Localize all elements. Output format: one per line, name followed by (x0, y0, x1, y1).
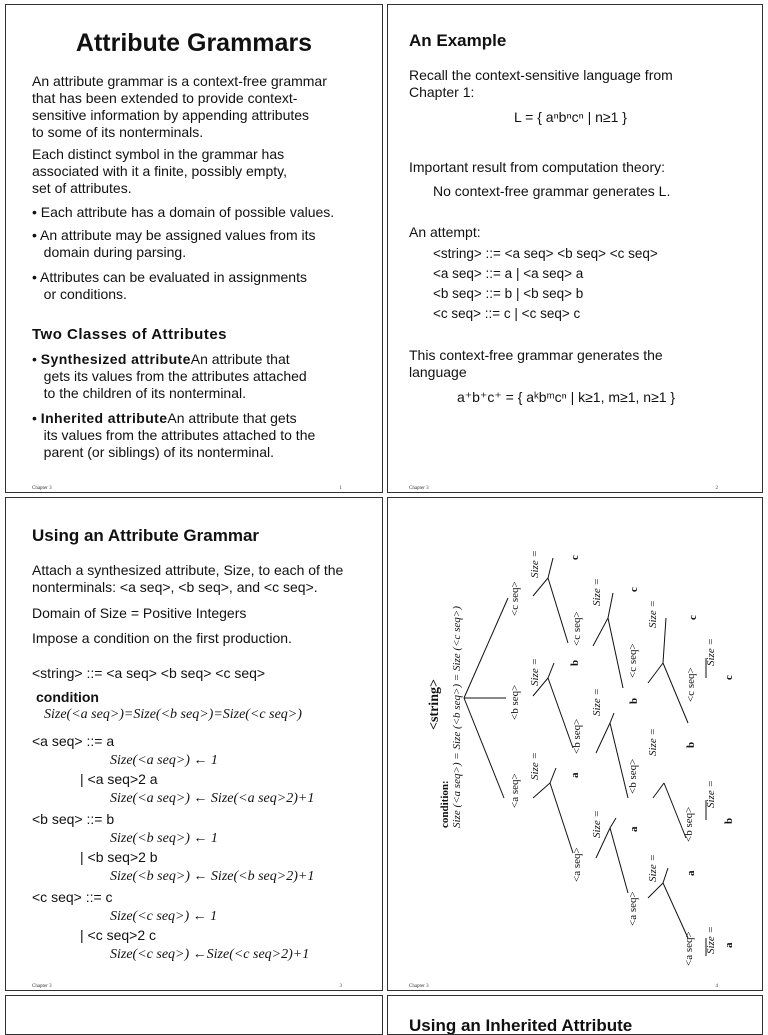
slide-4: <string> condition: Size (<a seq>) = Size (<b seq>) = Size (<c seq>) <c seq> Size = c <c seq> Size = c <c seq> Size = c <c seq> Size = c <b seq> Size = b <b seq> Size = b <b seq> Size = b <b seq> Size = b <a seq> Size = a <a seq> Size = a <a seq> Size = a <a seq> Size = a Chapter 3 4 (387, 497, 763, 991)
condition-label: condition (36, 689, 99, 705)
no-cfg-statement: No context-free grammar generates L. (433, 183, 671, 199)
paragraph-attach: Attach a synthesized attribute, Size, to each of the nonterminals: <a seq>, <b seq>, and <c seq>. (32, 562, 344, 595)
condition-text: Size (<a seq>) = Size (<b seq>) = Size (<c seq>) (451, 606, 463, 828)
slide-title: Using an Attribute Grammar (32, 526, 260, 545)
leaf-a: a (723, 942, 735, 948)
size-label: Size = (591, 688, 603, 716)
language-definition: L = { aⁿbⁿcⁿ | n≥1 } (514, 109, 627, 125)
important-result: Important result from computation theory: (409, 159, 665, 175)
slide-2: An Example Recall the context-sensitive language from Chapter 1: L = { aⁿbⁿcⁿ | n≥1 } Important result from computation theory: No context-free grammar generates L. An attempt: <string> ::= <a seq> <b seq> <c seq> <a seq> ::= a | <a seq> a <b seq> ::= b | <b seq> b <c seq> ::= c | <c seq> c This context-free grammar generates the language a⁺b⁺c⁺ = { aᵏbᵐcⁿ | k≥1, m≥1, n≥1 } Chapter 3 2 (387, 4, 763, 493)
string-rule: <string> ::= <a seq> <b seq> <c seq> (32, 665, 266, 681)
node-c-seq: <c seq> (571, 611, 583, 646)
leaf-c: c (723, 675, 735, 680)
size-label: Size = (529, 550, 541, 578)
node-b-seq: <b seq> (683, 806, 695, 842)
slide-1: Attribute Grammars An attribute grammar is a context-free grammar that has been extended to provide context- sensitive information by appending attributes to some of its nonterminals. Each distinct symbol in the grammar has associated with it a finite, possibly empty, set of attributes. • Each attribute has a domain of possible values. • An attribute may be assigned values from its domain during parsing. • Attributes can be evaluated in assignments or conditions. Two Classes of Attributes • Synthesized attributeAn attribute that gets its values from the attributes attached to the children of its nonterminal. • Inherited attributeAn attribute that gets its values from the attributes attached to the parent (or siblings) of its nonterminal. Chapter 3 1 (5, 4, 383, 493)
node-a-seq: <a seq> (509, 773, 521, 808)
node-c-seq: <c seq> (509, 581, 521, 616)
attempt-label: An attempt: (409, 224, 481, 240)
node-a-seq: <a seq> (683, 931, 695, 966)
bullet-synthesized: • Synthesized attributeAn attribute that gets its values from the attributes attached to the children of its nonterminal. (32, 351, 307, 401)
parse-tree-diagram (388, 498, 763, 991)
node-a-seq: <a seq> (571, 847, 583, 882)
bullet-item: • An attribute may be assigned values from its domain during parsing. (32, 227, 316, 260)
paragraph-intro: An attribute grammar is a context-free grammar that has been extended to provide context- sensitive information by appending attributes to some of its nonterminals. (32, 73, 327, 140)
leaf-b: b (569, 659, 581, 666)
bullet-item: • Attributes can be evaluated in assignments or conditions. (32, 269, 307, 302)
root-label: <string> (427, 679, 442, 730)
condition-label: condition: (439, 780, 451, 828)
node-a-seq: <a seq> (627, 891, 639, 926)
size-label: Size = (529, 658, 541, 686)
size-label: Size = (705, 638, 717, 666)
paragraph-recall: Recall the context-sensitive language from Chapter 1: (409, 67, 673, 100)
node-c-seq: <c seq> (685, 667, 697, 702)
leaf-b: b (628, 697, 640, 704)
c-seq-rule: <c seq> ::= c Size(<c seq>) ← 1 | <c seq>2 c Size(<c seq>) ←Size(<c seq>2)+1 (32, 889, 310, 962)
leaf-a: a (569, 772, 581, 778)
size-label: Size = (647, 854, 659, 882)
size-label: Size = (647, 728, 659, 756)
size-label: Size = (647, 600, 659, 628)
slide-title: An Example (409, 31, 507, 50)
leaf-c: c (687, 615, 699, 620)
slide-5 (5, 995, 383, 1035)
leaf-a: a (628, 826, 640, 832)
paragraph-generates: This context-free grammar generates the language (409, 347, 663, 380)
grammar-rules: <string> ::= <a seq> <b seq> <c seq> <a seq> ::= a | <a seq> a <b seq> ::= b | <b seq> b <c seq> ::= c | <c seq> c (433, 246, 658, 321)
size-label: Size = (705, 926, 717, 954)
slide-title: Attribute Grammars (75, 29, 313, 57)
node-b-seq: <b seq> (627, 758, 639, 794)
leaf-b: b (685, 741, 697, 748)
condition-text: Size(<a seq>)=Size(<b seq>)=Size(<c seq>) (44, 707, 302, 722)
size-label: Size = (705, 780, 717, 808)
size-label: Size = (529, 752, 541, 780)
leaf-c: c (569, 555, 581, 560)
impose-text: Impose a condition on the first production. (32, 630, 292, 646)
node-c-seq: <c seq> (627, 643, 639, 678)
subheading: Two Classes of Attributes (32, 326, 228, 343)
slide-6 (387, 995, 763, 1035)
domain-text: Domain of Size = Positive Integers (32, 605, 247, 621)
slide-3: Using an Attribute Grammar Attach a synthesized attribute, Size, to each of the nonterminals: <a seq>, <b seq>, and <c seq>. Domain of Size = Positive Integers Impose a condition on the first production. <string> ::= <a seq> <b seq> <c seq> condition Size(<a seq>)=Size(<b seq>)=Size(<c seq>) <a seq> ::= a Size(<a seq>) ← 1 | <a seq>2 a Size(<a seq>) ← Size(<a seq>2)+1 <b seq> ::= b Size(<b seq>) ← 1 | <b seq>2 b Size(<b seq>) ← Size(<b seq>2)+1 <c seq> ::= c Size(<c seq>) ← 1 | <c seq>2 c Size(<c seq>) ←Size(<c seq>2)+1 Chapter 3 3 (5, 497, 383, 991)
a-seq-rule: <a seq> ::= a Size(<a seq>) ← 1 | <a seq>2 a Size(<a seq>) ← Size(<a seq>2)+1 (32, 733, 315, 806)
bullet-item: • Each attribute has a domain of possible values. (32, 204, 335, 220)
slide-title: Using an Inherited Attribute (409, 1016, 633, 1035)
leaf-b: b (723, 817, 735, 824)
node-b-seq: <b seq> (509, 684, 521, 720)
bullet-inherited: • Inherited attributeAn attribute that gets its values from the attributes attached to the parent (or siblings) of its nonterminal. (32, 410, 316, 460)
node-b-seq: <b seq> (571, 718, 583, 754)
leaf-a: a (685, 870, 697, 876)
size-label: Size = (591, 810, 603, 838)
size-label: Size = (591, 578, 603, 606)
b-seq-rule: <b seq> ::= b Size(<b seq>) ← 1 | <b seq>2 b Size(<b seq>) ← Size(<b seq>2)+1 (32, 811, 315, 884)
leaf-c: c (628, 587, 640, 592)
result-language: a⁺b⁺c⁺ = { aᵏbᵐcⁿ | k≥1, m≥1, n≥1 } (457, 389, 676, 405)
paragraph-symbols: Each distinct symbol in the grammar has associated with it a finite, possibly empty, set of attributes. (32, 146, 287, 196)
